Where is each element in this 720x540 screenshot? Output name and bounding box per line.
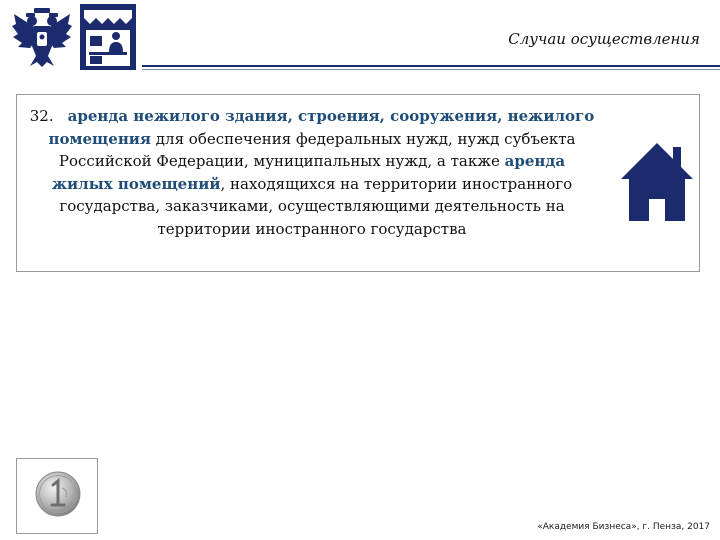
footer-credit: «Академия Бизнеса», г. Пенза, 2017 [537, 522, 710, 532]
double-headed-eagle-icon [10, 6, 74, 68]
page-title: Случаи осуществления [508, 30, 700, 48]
ruble-coin-icon [35, 471, 81, 517]
article-text [27, 105, 597, 240]
highlight-nonresidential-lease: аренда нежилого здания, строения, сооружения, нежилого помещения [48, 107, 595, 148]
kiosk-icon [80, 4, 136, 70]
text-location: , находящихся на территории иностранного государства, заказчиками, осуществляющими деятельность на территории иностранного государства [59, 174, 573, 238]
house-icon [621, 139, 693, 223]
content-box [16, 94, 700, 272]
text-purpose: для обеспечения федеральных нужд, нужд субъекта Российской Федерации, муниципальных нужд, а также [58, 129, 576, 170]
highlight-residential-lease: аренда жилых помещений [51, 152, 566, 193]
item-number: 32. [29, 107, 54, 125]
coin-frame [16, 458, 98, 534]
